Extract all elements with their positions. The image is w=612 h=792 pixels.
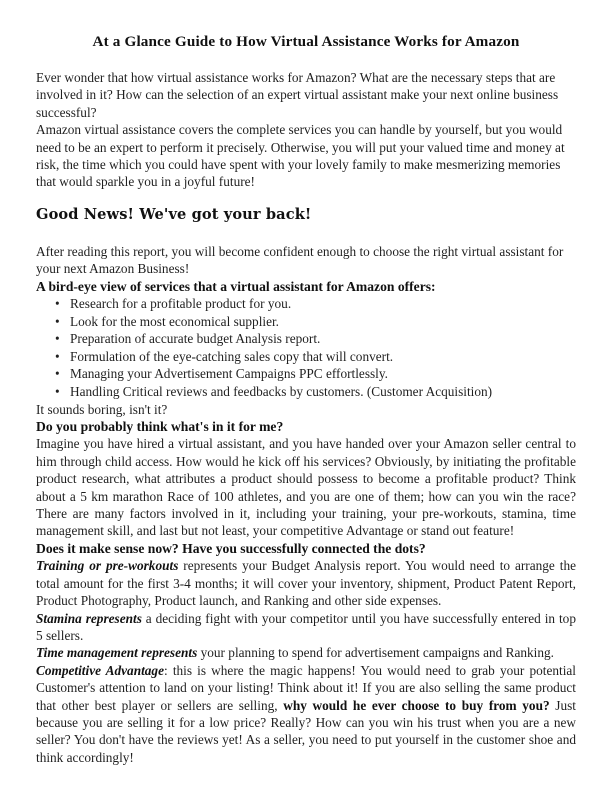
list-item xyxy=(36,295,576,313)
list-item-label: Research for a profitable product for you. xyxy=(70,296,292,312)
spacer xyxy=(36,191,576,205)
factor-paragraph-time-management xyxy=(36,644,576,661)
competitive-advantage-text-after: Just because you are selling it for a low price? Really? How can you win his trust when you are a new seller? You don't have the reviews yet! As a seller, you need to put yourself in the customer shoe and think accordingly! xyxy=(36,697,576,765)
services-heading: A bird-eye view of services that a virtual assistant for Amazon offers: xyxy=(36,278,436,294)
services-list xyxy=(36,295,576,401)
list-item xyxy=(36,313,576,331)
whats-in-it-paragraph: Imagine you have hired a virtual assistant, and you have handed over your Amazon seller central to him through child access. How would he kick off his services? Obviously, by initiating the profitable product research, what attributes a product should possess to become a profitable product? Think about a 5 km marathon Race of 100 athletes, and you are one of them; how can you win the race? There are many factors involved in it, including your training, your pre-workouts, stamina, time management skill, and last but not least, your competitive Advantage or stand out feature! xyxy=(36,436,576,539)
factor-paragraph-training xyxy=(36,557,576,609)
list-item-label: Formulation of the eye-catching sales copy that will convert. xyxy=(70,348,394,364)
factor-lead-stamina: Stamina represents xyxy=(36,610,142,626)
competitive-advantage-paragraph xyxy=(36,662,576,766)
competitive-advantage-text-before: : this is where the magic happens! You would need to grab your potential Customer's attention to land on your listing! Think about it! If you are also selling the same product that other best player or sellers are selling, xyxy=(36,662,576,713)
list-item xyxy=(36,348,576,366)
bullet-icon: • xyxy=(55,384,60,400)
connected-dots-heading: Does it make sense now? Have you successfully connected the dots? xyxy=(36,540,426,556)
list-item-label: Handling Critical reviews and feedbacks by customers. (Customer Acquisition) xyxy=(70,384,493,400)
competitive-advantage-lead: Competitive Advantage xyxy=(36,662,164,678)
factor-paragraph-stamina xyxy=(36,610,576,645)
factor-lead-training: Training or pre-workouts xyxy=(36,558,179,574)
spacer xyxy=(36,51,576,69)
factor-text-training: represents your Budget Analysis report. You would need to arrange the total amount for the first 3-4 months; it will cover your inventory, shipment, Product Patent Report, Product Photography, Product launch, and Ranking and other side expenses. xyxy=(36,558,577,609)
good-news-paragraph: After reading this report, you will become confident enough to choose the right virtual assistant for your next Amazon Business! xyxy=(36,243,564,277)
bullet-icon: • xyxy=(55,296,60,312)
bullet-icon: • xyxy=(55,331,60,347)
competitive-advantage-bold-question: why would he ever choose to buy from you? xyxy=(283,697,550,713)
list-item xyxy=(36,383,576,401)
bullet-icon: • xyxy=(55,366,60,382)
intro-paragraph-2: Amazon virtual assistance covers the complete services you can handle by yourself, but you would need to be an expert to perform it precisely. Otherwise, you will put your valued time and money at risk, the time which you could have spent with your lovely family to make mesmerizing memories that would sparkle you in a joyful future! xyxy=(36,122,565,190)
list-item-label: Preparation of accurate budget Analysis report. xyxy=(70,331,321,347)
list-item xyxy=(36,330,576,348)
list-item-label: Managing your Advertisement Campaigns PPC effortlessly. xyxy=(70,366,388,382)
list-item-label: Look for the most economical supplier. xyxy=(70,313,280,329)
good-news-heading: Good News! We've got your back! xyxy=(36,205,312,223)
list-item xyxy=(36,365,576,383)
services-closing-line: It sounds boring, isn't it? xyxy=(36,401,168,417)
bullet-icon: • xyxy=(55,313,60,329)
factor-text-time-management: your planning to spend for advertisement campaigns and Ranking. xyxy=(197,645,554,661)
bullet-icon: • xyxy=(55,348,60,364)
factor-lead-time-management: Time management represents xyxy=(36,645,198,661)
page-title: At a Glance Guide to How Virtual Assistance Works for Amazon xyxy=(92,33,520,50)
factor-text-stamina: a deciding fight with your competitor until you have successfully entered in top 5 sellers. xyxy=(36,610,576,643)
intro-paragraph-1: Ever wonder that how virtual assistance works for Amazon? What are the necessary steps that are involved in it? How can the selection of an expert virtual assistant make your next online business successful? xyxy=(36,70,559,120)
spacer xyxy=(36,225,576,243)
whats-in-it-heading: Do you probably think what's in it for me? xyxy=(36,419,284,435)
